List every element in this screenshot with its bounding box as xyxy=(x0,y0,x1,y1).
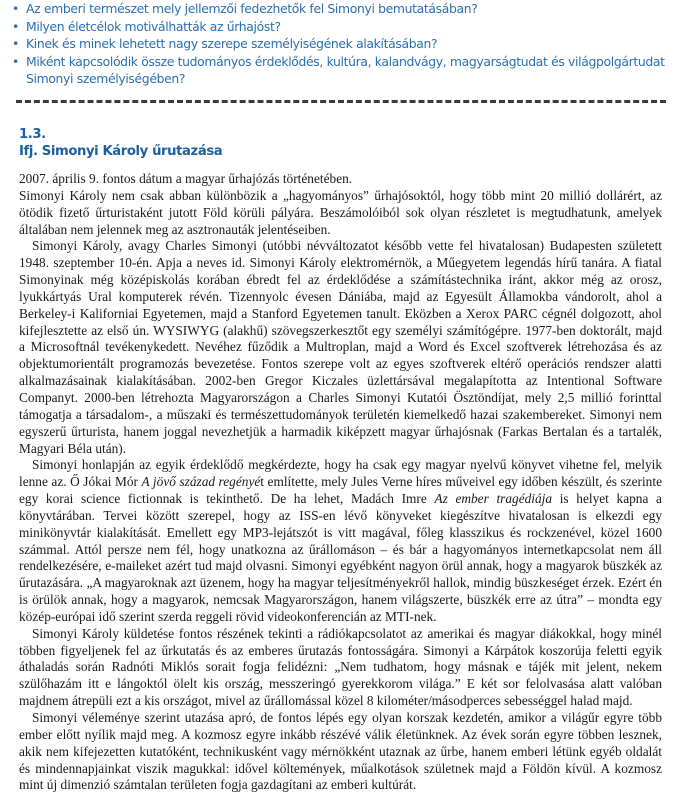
paragraph: Simonyi Károly küldetése fontos részének tekinti a rádiókapcsolatot az amerikai és magyar diákokkal, hogy minél többen figyeljenek fel az űrkutatás és az emberes űrutazás fontosságára. Simonyi a Kárpátok koszorúja feletti egyik áthaladás során Radnóti Miklós sorait fogja felidézni: „Nem tudhatom, hogy másnak e tájék mit jelent, nekem szülőhazám itt e lángoktól ölelt kis ország, messzeringó gyerekkorom világa.” E két sor felolvasása alatt valóban majdnem átrepüli ezt a kis országot, mivel az űrállomással közel 8 kilométer/másodperces sebességgel halad majd. xyxy=(19,625,662,709)
discussion-questions xyxy=(12,0,672,88)
bullet-icon: • xyxy=(12,36,19,52)
text-run: is helyet kapna a könyvtárában. Tervei között szerepel, hogy az ISS-en lévő könyveket kiegészítve hivatalosan is elkezdi egy minikönyvtár kialakítását. Emellett egy MP3-lejátszót is vitt magával, főleg klasszikus és rockzenével, közel 1600 számmal. Attól persze nem fél, hogy unatkozna az űrállomáson – és bár a hagyományos internetkapcsolat nem áll rendelkezésére, e-maileket azért tud majd olvasni. Simonyi egyébként nagyon örül annak, hogy a magyarok büszkék az űrutazására. „A magyaroknak azt üzenem, hogy ha magyar teljesítményekről hallok, mindig büszkeséget érzek. Ezért én is örülök annak, hogy a magyarok, nemcsak Magyarországon, hanem világszerte, büszkék erre az útra” – mondta egy közép-európai idő szerint szerda reggeli rövid videokonferencián az MTI-nek. xyxy=(19,491,662,624)
paragraph: Simonyi Károly nem csak abban különbözik a „hagyományos” űrhajósoktól, hogy több mint 20 millió dollárért, az ötödik fizető űrturistaként jutott Föld körüli pályára. Beszámolóiból sok olyan részletet is megtudhatunk, amelyek általában nem jelennek meg az asztronauták jelentéseiben. xyxy=(19,187,662,237)
question-item xyxy=(12,0,672,18)
question-item xyxy=(12,53,672,88)
section-number: 1.3. xyxy=(19,127,46,142)
question-text: Az emberi természet mely jellemzői fedezhetők fel Simonyi bemutatásában? xyxy=(26,1,478,16)
article-body xyxy=(19,171,662,794)
question-text: Miként kapcsolódik össze tudományos érdeklődés, kultúra, kalandvágy, magyarságtudat és világpolgártudat Simonyi személyiségében? xyxy=(26,53,665,87)
section-title: Ifj. Simonyi Károly űrutazása xyxy=(19,144,223,159)
question-list xyxy=(12,0,672,88)
paragraph-intro: 2007. április 9. fontos dátum a magyar űrhajózás történetében. xyxy=(19,171,353,186)
question-item xyxy=(12,35,672,53)
section-heading xyxy=(19,126,222,160)
question-item xyxy=(12,18,672,36)
bullet-icon: • xyxy=(12,18,19,34)
bullet-icon: • xyxy=(12,1,19,16)
dashed-divider xyxy=(16,100,666,103)
paragraph: Simonyi Károly, avagy Charles Simonyi (utóbbi névváltozatot később vette fel hivatalosan) Budapesten született 1948. szeptember 10-én. Apja a neves id. Simonyi Károly elektromérnök, a Műegyetem legendás hírű tanára. A fiatal Simonyinak még középiskolás korában ébredt fel az érdeklődése a számítástechnika iránt, akkor még az orosz, lyukkártyás Ural komputerek révén. Tizennyolc évesen Dániába, majd az Egyesült Államokba vándorolt, ahol a Berkeley-i Kaliforniai Egyetemen, majd a Stanford Egyetemen tanult. Eközben a Xerox PARC cégnél dolgozott, ahol kifejlesztette az első ún. WYSIWYG (alakhű) szövegszerkesztőt egy személyi számítógépre. 1977-ben doktorált, majd a Microsoftnál tevékenykedett. Nevéhez fűződik a Multroplan, majd a Word és Excel szoftverek létrehozása és az objektumorientált programozás bevezetése. Fontos szerepe volt az egyes szoftverek eltérő operációs rendszer alatti alkalmazásainak kialakításában. 2002-ben Gregor Kiczales üzlettársával megalapította az Intentional Software Companyt. 2000-ben létrehozta Magyarországon a Charles Simonyi Kutatói Ösztöndíjat, mely 2,5 millió forinttal támogatja a társadalom-, a műszaki és természettudományok területén kiemelkedő hazai szakembereket. Simonyi nem egyszerű űrturista, hanem joggal nevezhetjük a harmadik kiképzett magyar űrhajósnak (Farkas Bertalan és a tartalék, Magyari Béla után). xyxy=(19,238,662,456)
paragraph: Simonyi véleménye szerint utazása apró, de fontos lépés egy olyan korszak kezdetén, amikor a világűr egyre több ember előtt nyílik majd meg. A kozmosz egyre inkább részévé válik életünknek. Az évek során egyre többen lesznek, akik nem kifejezetten kutatóként, technikusként vagy mérnökként utaznak az űrbe, hanem emberi létünk egyéb oldalát és mindennapjainkat viszik magukkal: idővel költemények, műalkotások születnek majd a Földön kívül. A kozmosz mint új dimenzió számtalan területen fogja gazdagítani az emberi kultúrát. xyxy=(19,710,662,793)
question-text: Kinek és minek lehetett nagy szerepe személyiségének alakításában? xyxy=(26,36,438,52)
question-text: Milyen életcélok motiválhatták az űrhajóst? xyxy=(26,18,281,34)
book-title-madach: Az ember tragédiája xyxy=(434,491,553,507)
paragraph xyxy=(19,457,662,625)
text-run: t említette, mely Jules Verne híres műveivel egy időben készült, és szerinte egy korai science fictionnak is tekinthető. De ha lehet, Madách Imre xyxy=(19,474,662,507)
text-run: Simonyi honlapján az egyik érdeklődő megkérdezte, hogy ha csak egy magyar nyelvű könyvet vihetne fel, melyik lenne az. Ő Jókai Mór xyxy=(19,457,662,490)
bullet-icon: • xyxy=(12,53,19,69)
book-title-jokai: A jövő század regényé xyxy=(141,474,261,490)
